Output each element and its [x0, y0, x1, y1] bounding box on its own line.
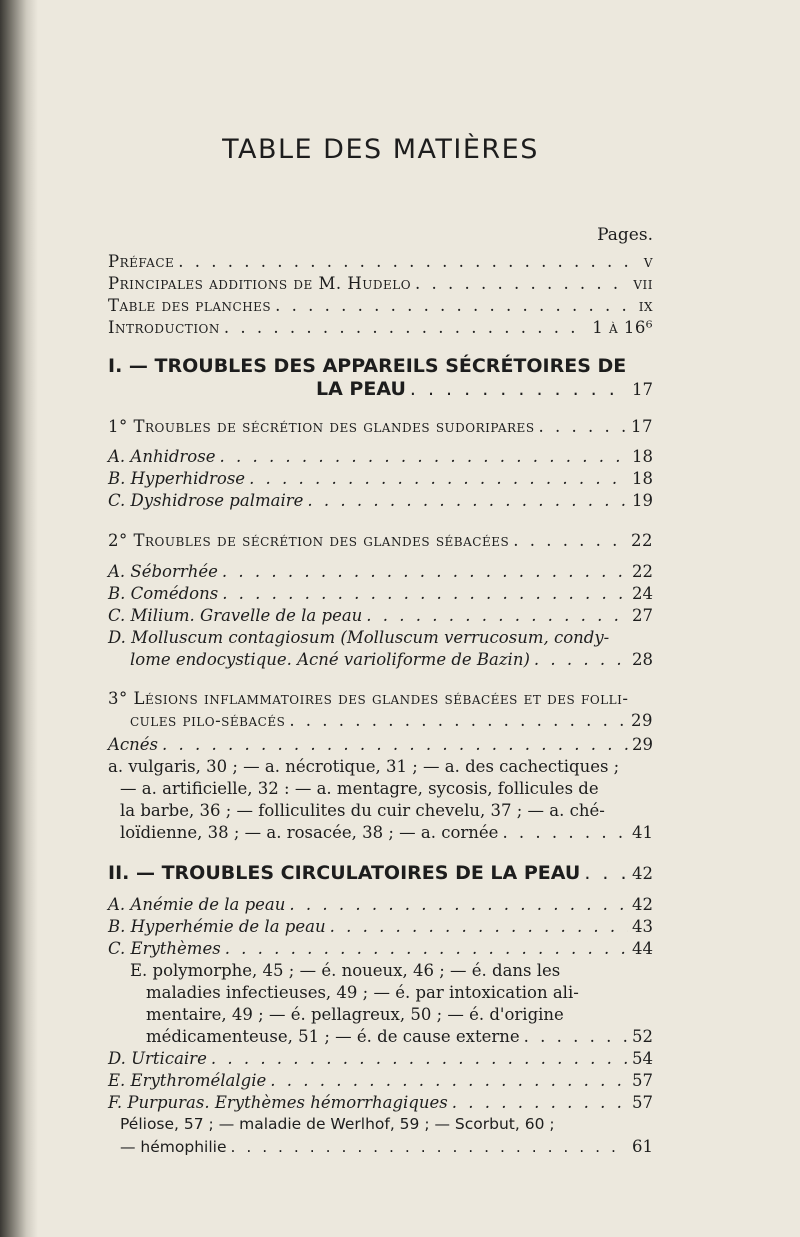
leader-dots [330, 916, 628, 938]
leader-dots [224, 317, 588, 339]
toc-entry-page: 1 à 16⁶ [592, 318, 653, 337]
leader-dots [231, 1137, 629, 1159]
leader-dots [249, 468, 628, 490]
leader-dots [415, 273, 629, 295]
toc-entry-label: Principales additions de M. Hudelo [108, 274, 412, 293]
toc-entry-page: 19 [632, 491, 653, 510]
leader-dots [513, 530, 627, 552]
toc-entry-label: 1° Troubles de sécrétion des glandes sudoripares [108, 417, 535, 436]
toc-entry-page: 27 [632, 606, 653, 625]
erythemes-detail-line: E. polymorphe, 45 ; — é. noueux, 46 ; — é. dans les [130, 961, 561, 980]
toc-entry-page: 57 [632, 1093, 653, 1112]
toc-entry-label: Introduction [108, 318, 220, 337]
toc-entry-page: 18 [632, 469, 653, 488]
toc-entry-page: 43 [632, 917, 653, 936]
toc-entry-page: ix [638, 296, 653, 315]
toc-entry-page: 18 [632, 447, 653, 466]
toc-entry-label: — hémophilie [120, 1138, 227, 1156]
page-title: TABLE DES MATIÈRES [222, 134, 539, 165]
leader-dots [534, 649, 628, 671]
toc-entry-purpuras[interactable] [108, 1092, 653, 1114]
toc-entry-page: 57 [632, 1071, 653, 1090]
toc-entry-molluscum[interactable] [108, 649, 653, 671]
toc-entry-label: C. Milium. Gravelle de la peau [108, 606, 363, 625]
toc-entry-page: 54 [632, 1049, 653, 1068]
erythemes-detail-line: mentaire, 49 ; — é. pellagreux, 50 ; — é. d'origine [146, 1005, 564, 1024]
leader-dots [225, 938, 628, 960]
toc-entry-planches[interactable] [108, 295, 653, 317]
toc-entry-preface[interactable] [108, 251, 653, 273]
chapter-1-entry[interactable] [108, 378, 653, 401]
pages-column-label: Pages. [597, 225, 653, 245]
toc-entry-label: E. Erythromélalgie [108, 1071, 267, 1090]
toc-entry-page: 29 [631, 711, 653, 730]
toc-entry-anemie[interactable] [108, 894, 653, 916]
leader-dots [410, 378, 628, 400]
toc-entry-page: 24 [632, 584, 653, 603]
leader-dots [178, 251, 640, 273]
toc-entry-page: 44 [632, 939, 653, 958]
toc-entry-page: 22 [632, 562, 653, 581]
toc-entry-erythemes[interactable] [108, 938, 653, 960]
toc-entry-page: 61 [632, 1137, 653, 1156]
toc-entry-label: C. Erythèmes [108, 939, 221, 958]
acnes-detail-line: — a. artificielle, 32 : — a. mentagre, sycosis, follicules de [120, 779, 599, 798]
toc-entry-introduction[interactable] [108, 317, 653, 339]
leader-dots [366, 605, 628, 627]
toc-section-3[interactable] [108, 710, 653, 732]
toc-entry-label: B. Comédons [108, 584, 219, 603]
book-gutter-shadow [0, 0, 38, 1237]
toc-section-2[interactable] [108, 530, 653, 552]
toc-entry-label: cules pilo-sébacés [130, 711, 286, 730]
toc-entry-page: 41 [632, 823, 653, 842]
leader-dots [211, 1048, 628, 1070]
toc-entry-label: Table des planches [108, 296, 272, 315]
leader-dots [584, 862, 628, 884]
toc-entry-page: 22 [631, 531, 653, 550]
leader-dots [539, 416, 627, 438]
chapter-1-heading: I. — TROUBLES DES APPAREILS SÉCRÉTOIRES DE [108, 355, 627, 377]
toc-entry-hyperhemie[interactable] [108, 916, 653, 938]
erythemes-detail-last[interactable] [108, 1026, 653, 1048]
toc-entry-label: C. Dyshidrose palmaire [108, 491, 304, 510]
toc-entry-comedons[interactable] [108, 583, 653, 605]
toc-entry-label: D. Urticaire [108, 1049, 207, 1068]
leader-dots [289, 710, 627, 732]
toc-entry-page: 28 [632, 650, 653, 669]
leader-dots [162, 734, 628, 756]
purpuras-detail-line: Péliose, 57 ; — maladie de Werlhof, 59 ; — Scorbut, 60 ; [120, 1115, 555, 1133]
toc-entry-label: F. Purpuras. Erythèmes hémorrhagiques [108, 1093, 448, 1112]
toc-entry-page: vii [633, 274, 653, 293]
leader-dots [275, 295, 635, 317]
chapter-2-entry[interactable] [108, 862, 653, 885]
toc-entry-label: LA PEAU [316, 378, 406, 400]
toc-entry-label: médicamenteuse, 51 ; — é. de cause externe [146, 1027, 520, 1046]
leader-dots [219, 446, 628, 468]
leader-dots [270, 1070, 628, 1092]
leader-dots [289, 894, 628, 916]
toc-entry-label: loïdienne, 38 ; — a. rosacée, 38 ; — a. cornée [120, 823, 499, 842]
toc-entry-page: 52 [632, 1027, 653, 1046]
toc-entry-label: II. — TROUBLES CIRCULATOIRES DE LA PEAU [108, 862, 581, 884]
toc-entry-page: 42 [632, 864, 653, 883]
erythemes-detail-line: maladies infectieuses, 49 ; — é. par intoxication ali- [146, 983, 579, 1002]
toc-entry-label: A. Anhidrose [108, 447, 216, 466]
toc-section-1[interactable] [108, 416, 653, 438]
toc-entry-urticaire[interactable] [108, 1048, 653, 1070]
toc-entry-hyperhidrose[interactable] [108, 468, 653, 490]
toc-entry-molluscum-line1[interactable]: D. Molluscum contagiosum (Molluscum verrucosum, condy- [108, 628, 610, 647]
toc-entry-label: A. Anémie de la peau [108, 895, 286, 914]
toc-entry-label: lome endocystique. Acné varioliforme de Bazin) [130, 650, 530, 669]
toc-entry-anhidrose[interactable] [108, 446, 653, 468]
leader-dots [502, 822, 628, 844]
toc-entry-label: A. Séborrhée [108, 562, 218, 581]
leader-dots [307, 490, 628, 512]
leader-dots [452, 1092, 628, 1114]
toc-entry-seborrhee[interactable] [108, 561, 653, 583]
leader-dots [222, 583, 628, 605]
toc-entry-page: 29 [632, 735, 653, 754]
toc-entry-page: 17 [631, 417, 653, 436]
purpuras-detail-last[interactable] [108, 1136, 653, 1159]
acnes-detail-line: a. vulgaris, 30 ; — a. nécrotique, 31 ; — a. des cachectiques ; [108, 757, 620, 776]
toc-entry-page: 17 [632, 380, 653, 399]
toc-entry-label: B. Hyperhidrose [108, 469, 246, 488]
toc-entry-dyshidrose[interactable] [108, 490, 653, 512]
toc-entry-milium[interactable] [108, 605, 653, 627]
acnes-detail-line: la barbe, 36 ; — folliculites du cuir chevelu, 37 ; — a. ché- [120, 801, 605, 820]
toc-entry-page: v [643, 252, 653, 271]
toc-entry-label: Acnés [108, 735, 159, 754]
leader-dots [222, 561, 628, 583]
toc-entry-acnes[interactable] [108, 734, 653, 756]
acnes-detail-last[interactable] [108, 822, 653, 844]
toc-section-3-line1[interactable]: 3° Lésions inflammatoires des glandes sébacées et des folli- [108, 689, 629, 708]
toc-entry-label: 2° Troubles de sécrétion des glandes sébacées [108, 531, 510, 550]
toc-entry-label: Préface [108, 252, 175, 271]
toc-entry-page: 42 [632, 895, 653, 914]
toc-entry-additions[interactable] [108, 273, 653, 295]
toc-entry-erythromelalgie[interactable] [108, 1070, 653, 1092]
leader-dots [524, 1026, 628, 1048]
toc-entry-label: B. Hyperhémie de la peau [108, 917, 326, 936]
